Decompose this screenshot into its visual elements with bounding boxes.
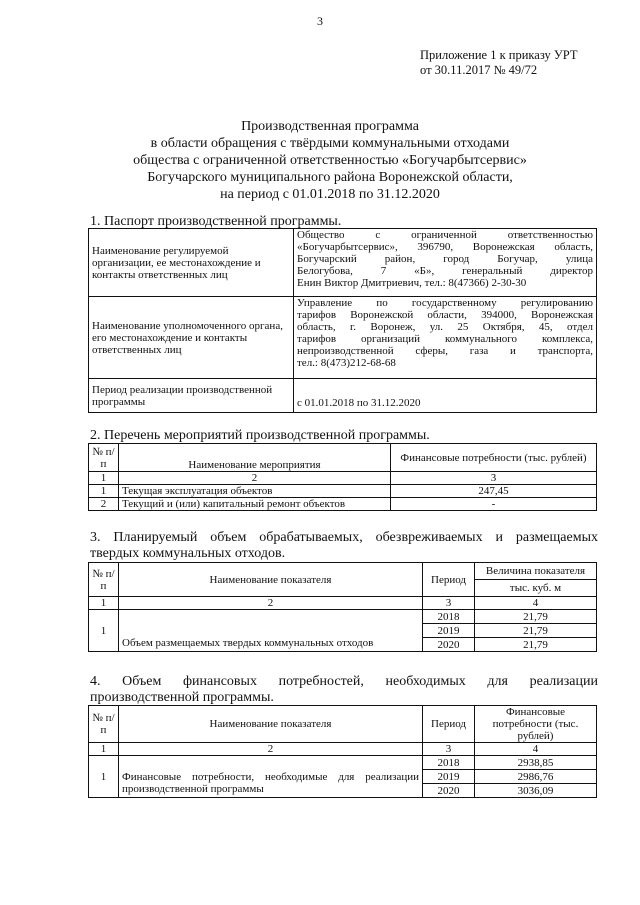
table-row — [89, 379, 597, 413]
column-numbers-row — [89, 597, 597, 610]
appendix-line-1: Приложение 1 к приказу УРТ — [420, 48, 578, 62]
header-period: Период — [423, 563, 475, 597]
value-line: область, г. Воронеж, ул. 25 Октября, 45, отдел — [297, 321, 593, 333]
section-4-heading-line-2: производственной программы. — [90, 690, 274, 705]
document-title — [60, 118, 600, 203]
col-number: 4 — [475, 743, 597, 756]
column-numbers-row — [89, 743, 597, 756]
header-name: Наименование показателя — [119, 563, 423, 597]
table-row — [89, 229, 597, 297]
period-year: 2019 — [423, 624, 475, 638]
title-line-3: общества с ограниченной ответственностью «Богучарбытсервис» — [133, 153, 527, 168]
header-unit: тыс. куб. м — [475, 580, 597, 597]
header-value: Финансовые потребности (тыс. рублей) — [475, 706, 597, 743]
period-year: 2018 — [423, 610, 475, 624]
value-line: тарифов Воронежской области, 394000, Воронежская — [297, 309, 593, 321]
col-number: 1 — [89, 597, 119, 610]
col-number: 1 — [89, 472, 119, 485]
table-row — [89, 756, 597, 770]
title-line-4: Богучарского муниципального района Воронежской области, — [147, 170, 513, 185]
value-line: тарифов организаций коммунального комплекса, — [297, 333, 593, 345]
value-line: тел.: 8(473)212-68-68 — [297, 357, 396, 369]
row-value: 247,45 — [391, 485, 597, 498]
passport-table — [88, 228, 597, 413]
value-line: «Богучарбытсервис», 396790, Воронежская область, — [297, 241, 593, 253]
table-row — [89, 297, 597, 379]
table-row — [89, 485, 597, 498]
header-period: Период — [423, 706, 475, 743]
row-name: Текущая эксплуатация объектов — [119, 485, 391, 498]
title-line-1: Производственная программа — [241, 119, 419, 134]
col-number: 3 — [391, 472, 597, 485]
value-line: Богучарский район, город Богучар, улица — [297, 253, 593, 265]
page-number: 3 — [317, 14, 323, 28]
row-num: 2 — [89, 498, 119, 511]
header-name: Наименование мероприятия — [119, 444, 391, 472]
period-year: 2018 — [423, 756, 475, 770]
passport-label: Наименование регулируемой организации, ее местонахождение и контакты ответственных лиц — [89, 229, 294, 297]
row-name: Текущий и (или) капитальный ремонт объектов — [119, 498, 391, 511]
table-header-row — [89, 444, 597, 472]
period-value: 21,79 — [475, 624, 597, 638]
measures-table — [88, 443, 597, 511]
col-number: 3 — [423, 597, 475, 610]
col-number: 4 — [475, 597, 597, 610]
header-num: № п/п — [89, 563, 119, 597]
row-name: Финансовые потребности, необходимые для реализации производственной программы — [119, 756, 423, 798]
period-year: 2020 — [423, 784, 475, 798]
row-value: - — [391, 498, 597, 511]
section-2-heading: 2. Перечень мероприятий производственной программы. — [90, 428, 430, 443]
period-value: 21,79 — [475, 610, 597, 624]
row-num: 1 — [89, 610, 119, 652]
waste-volume-table — [88, 562, 597, 652]
appendix-line-2: от 30.11.2017 № 49/72 — [420, 63, 538, 77]
value-line: Управление по государственному регулированию — [297, 297, 593, 309]
row-name: Объем размещаемых твердых коммунальных отходов — [119, 610, 423, 652]
passport-value — [294, 297, 597, 379]
title-line-5: на период с 01.01.2018 по 31.12.2020 — [220, 187, 440, 202]
table-header-row — [89, 706, 597, 743]
section-1-heading: 1. Паспорт производственной программы. — [90, 214, 342, 229]
header-fin: Финансовые потребности (тыс. рублей) — [391, 444, 597, 472]
row-num: 1 — [89, 485, 119, 498]
value-line: Белогубова, 7 «Б», генеральный директор — [297, 265, 593, 277]
column-numbers-row — [89, 472, 597, 485]
header-num: № п/п — [89, 444, 119, 472]
title-line-2: в области обращения с твёрдыми коммунальными отходами — [150, 136, 510, 151]
period-value: 3036,09 — [475, 784, 597, 798]
passport-value: с 01.01.2018 по 31.12.2020 — [294, 379, 597, 413]
period-value: 2938,85 — [475, 756, 597, 770]
passport-label: Наименование уполномоченного органа, его местонахождение и контакты ответственных лиц — [89, 297, 294, 379]
table-row — [89, 498, 597, 511]
section-3-heading-line-2: твердых коммунальных отходов. — [90, 546, 286, 561]
table-header-row — [89, 563, 597, 580]
col-number: 2 — [119, 597, 423, 610]
period-year: 2019 — [423, 770, 475, 784]
col-number: 2 — [119, 743, 423, 756]
financial-needs-table — [88, 705, 597, 798]
header-num: № п/п — [89, 706, 119, 743]
section-4-heading-line-1: 4. Объем финансовых потребностей, необходимых для реализации — [90, 674, 598, 689]
passport-value — [294, 229, 597, 297]
col-number: 2 — [119, 472, 391, 485]
row-num: 1 — [89, 756, 119, 798]
period-year: 2020 — [423, 638, 475, 652]
value-line: непроизводственной сферы, газа и транспорта, — [297, 345, 593, 357]
period-value: 21,79 — [475, 638, 597, 652]
passport-label: Период реализации производственной программы — [89, 379, 294, 413]
value-line: Енин Виктор Дмитриевич, тел.: 8(47366) 2-30-30 — [297, 277, 527, 289]
header-name: Наименование показателя — [119, 706, 423, 743]
header-value: Величина показателя — [475, 563, 597, 580]
period-value: 2986,76 — [475, 770, 597, 784]
appendix-note — [420, 48, 578, 78]
col-number: 3 — [423, 743, 475, 756]
col-number: 1 — [89, 743, 119, 756]
table-row — [89, 610, 597, 624]
section-3-heading-line-1: 3. Планируемый объем обрабатываемых, обезвреживаемых и размещаемых — [90, 530, 598, 545]
value-line: Общество с ограниченной ответственностью — [297, 229, 593, 241]
